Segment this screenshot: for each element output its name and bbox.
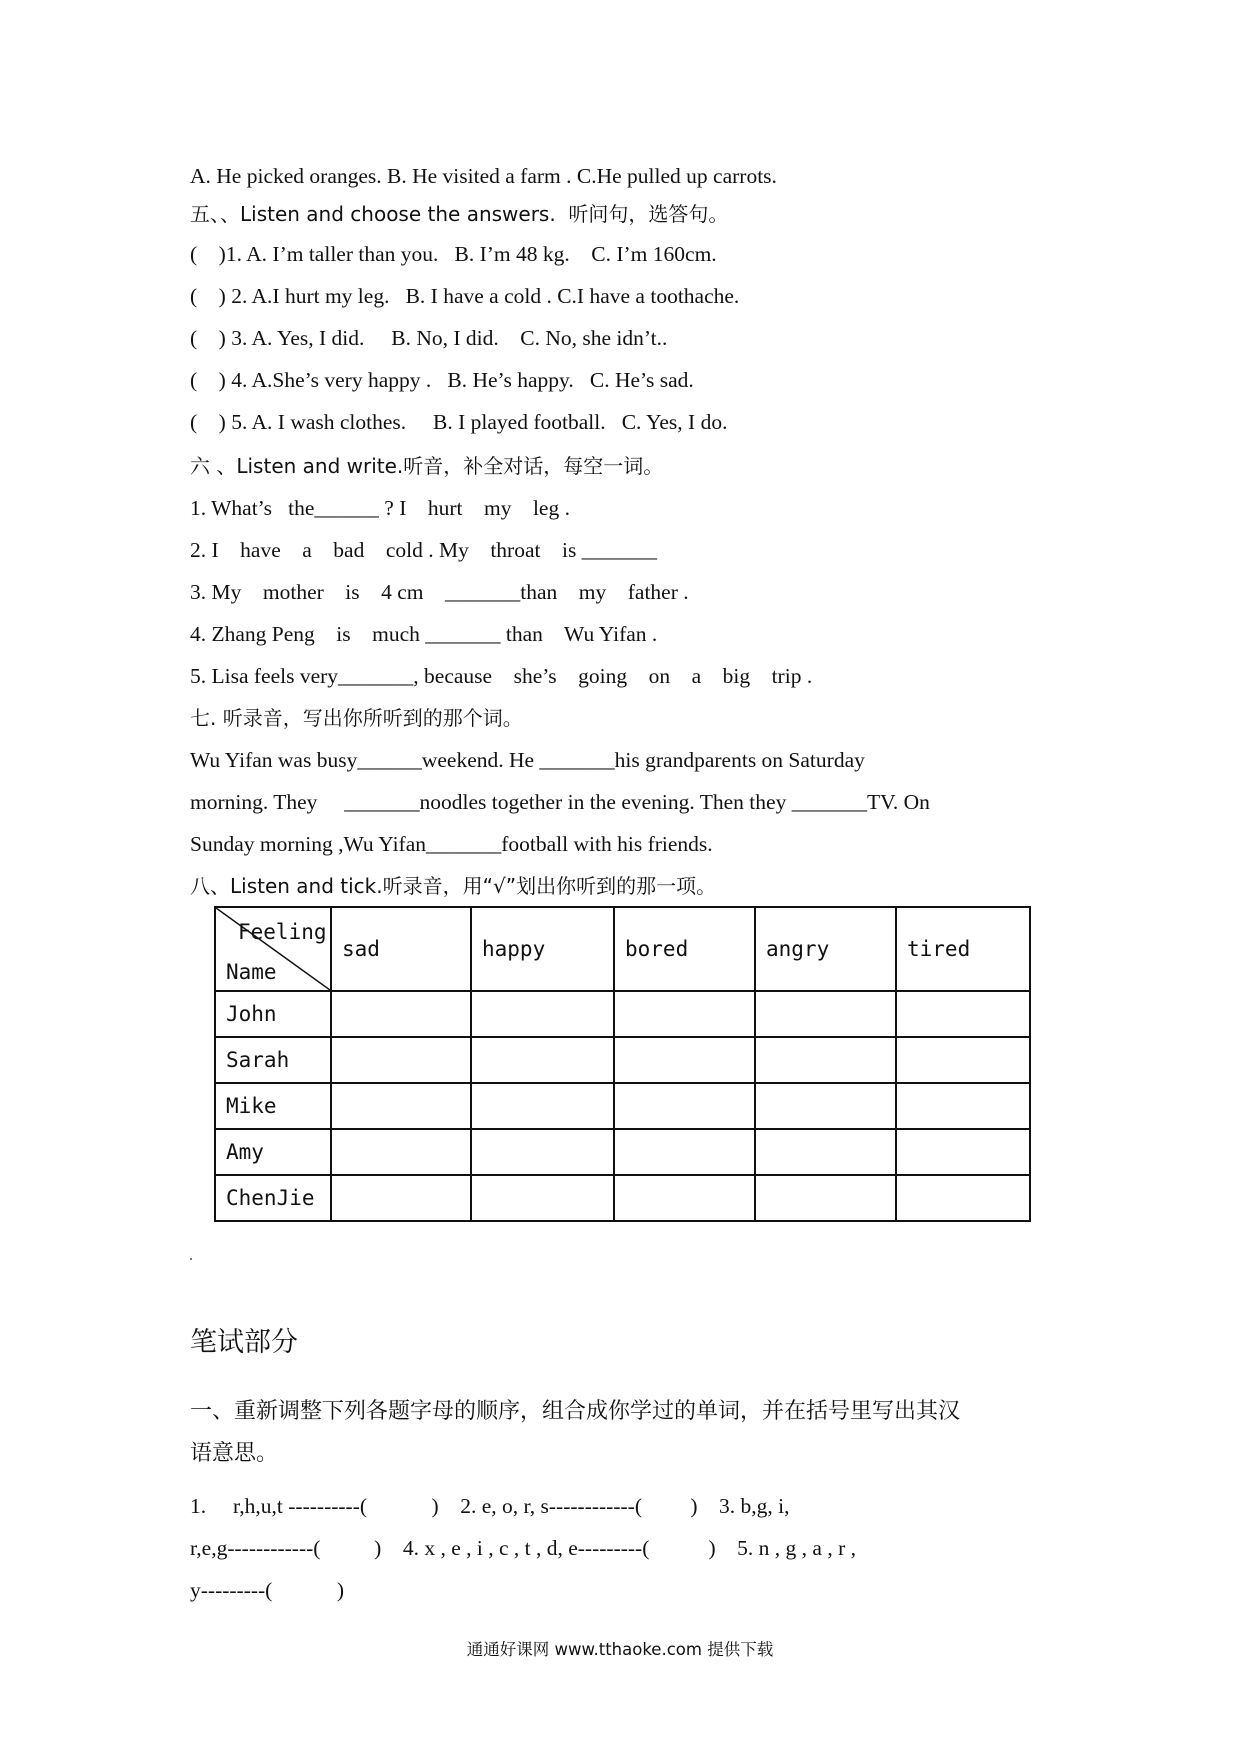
tick-cell[interactable] [471, 1129, 614, 1175]
table-row [215, 1037, 1030, 1083]
tick-cell[interactable] [471, 1175, 614, 1221]
column-header: happy [471, 907, 614, 991]
tick-cell[interactable] [614, 991, 755, 1037]
tick-cell[interactable] [614, 1175, 755, 1221]
question-line: 3. My mother is 4 cm _______than my father . [190, 580, 689, 604]
column-header: bored [614, 907, 755, 991]
question-line: 4. Zhang Peng is much _______ than Wu Yifan . [190, 622, 658, 646]
written-section-title: 笔试部分 [190, 1327, 298, 1358]
column-header: sad [331, 907, 471, 991]
question-line: ( ) 2. A.I hurt my leg. B. I have a cold . C.I have a toothache. [190, 284, 740, 308]
stray-mark [190, 1258, 192, 1260]
row-name: Amy [215, 1129, 331, 1175]
row-name: Mike [215, 1083, 331, 1129]
tick-cell[interactable] [614, 1037, 755, 1083]
tick-cell[interactable] [896, 1037, 1030, 1083]
tick-cell[interactable] [755, 991, 896, 1037]
question-line: 2. I have a bad cold . My throat is _______ [190, 538, 657, 562]
tick-cell[interactable] [755, 1175, 896, 1221]
row-name: Sarah [215, 1037, 331, 1083]
tick-cell[interactable] [614, 1129, 755, 1175]
column-header: tired [896, 907, 1030, 991]
question-line: 5. Lisa feels very_______, because she’s going on a big trip . [190, 664, 813, 688]
tick-cell[interactable] [331, 1175, 471, 1221]
section-heading-5: 五、、Listen and choose the answers. 听问句，选答句。 [190, 202, 729, 226]
tick-cell[interactable] [614, 1083, 755, 1129]
question-heading: 一、重新调整下列各题字母的顺序，组合成你学过的单词，并在括号里写出其汉 [190, 1399, 961, 1424]
table-row [215, 1083, 1030, 1129]
question-line: ( )1. A. I’m taller than you. B. I’m 48 kg. C. I’m 160cm. [190, 242, 717, 266]
table-header-row [215, 907, 1030, 991]
row-name: John [215, 991, 331, 1037]
tick-cell[interactable] [331, 1037, 471, 1083]
tick-cell[interactable] [471, 1037, 614, 1083]
tick-cell[interactable] [471, 991, 614, 1037]
question-line: 1. r,h,u,t ----------( ) 2. e, o, r, s------------( ) 3. b,g, i, [190, 1494, 790, 1518]
tick-cell[interactable] [896, 1083, 1030, 1129]
paragraph-line: Sunday morning ,Wu Yifan_______football with his friends. [190, 832, 713, 856]
question-line: ( ) 5. A. I wash clothes. B. I played football. C. Yes, I do. [190, 410, 728, 434]
question-line: ( ) 3. A. Yes, I did. B. No, I did. C. No, she idn’t.. [190, 326, 668, 350]
question-heading: 语意思。 [190, 1441, 279, 1466]
tick-cell[interactable] [896, 1129, 1030, 1175]
row-name: ChenJie [215, 1175, 331, 1221]
question-line: 1. What’s the______ ? I hurt my leg . [190, 496, 570, 520]
paragraph-line: morning. They _______noodles together in the evening. Then they _______TV. On [190, 790, 930, 814]
section-heading-6: 六 、Listen and write.听音，补全对话，每空一词。 [190, 454, 664, 478]
paragraph-line: Wu Yifan was busy______weekend. He _______his grandparents on Saturday [190, 748, 865, 772]
corner-label-feeling: Feeling [238, 920, 327, 944]
tick-cell[interactable] [896, 991, 1030, 1037]
tick-cell[interactable] [755, 1037, 896, 1083]
corner-cell [215, 907, 331, 991]
table-row [215, 1175, 1030, 1221]
tick-cell[interactable] [755, 1129, 896, 1175]
table-row [215, 991, 1030, 1037]
column-header: angry [755, 907, 896, 991]
footer: 通通好课网 www.tthaoke.com 提供下载 [466, 1640, 774, 1659]
section-heading-7: 七. 听录音，写出你所听到的那个词。 [190, 706, 523, 730]
tick-cell[interactable] [331, 1083, 471, 1129]
question-line: y---------( ) [190, 1578, 345, 1602]
text-line: A. He picked oranges. B. He visited a farm . C.He pulled up carrots. [190, 164, 777, 188]
tick-table [214, 906, 1031, 1222]
question-line: r,e,g------------( ) 4. x , e , i , c , t , d, e---------( ) 5. n , g , a , r , [190, 1536, 856, 1560]
question-line: ( ) 4. A.She’s very happy . B. He’s happy. C. He’s sad. [190, 368, 694, 392]
tick-cell[interactable] [331, 991, 471, 1037]
corner-label-name: Name [226, 960, 277, 984]
tick-cell[interactable] [755, 1083, 896, 1129]
table-row [215, 1129, 1030, 1175]
tick-cell[interactable] [331, 1129, 471, 1175]
tick-cell[interactable] [471, 1083, 614, 1129]
tick-cell[interactable] [896, 1175, 1030, 1221]
section-heading-8: 八、Listen and tick.听录音，用“√”划出你听到的那一项。 [190, 874, 717, 898]
